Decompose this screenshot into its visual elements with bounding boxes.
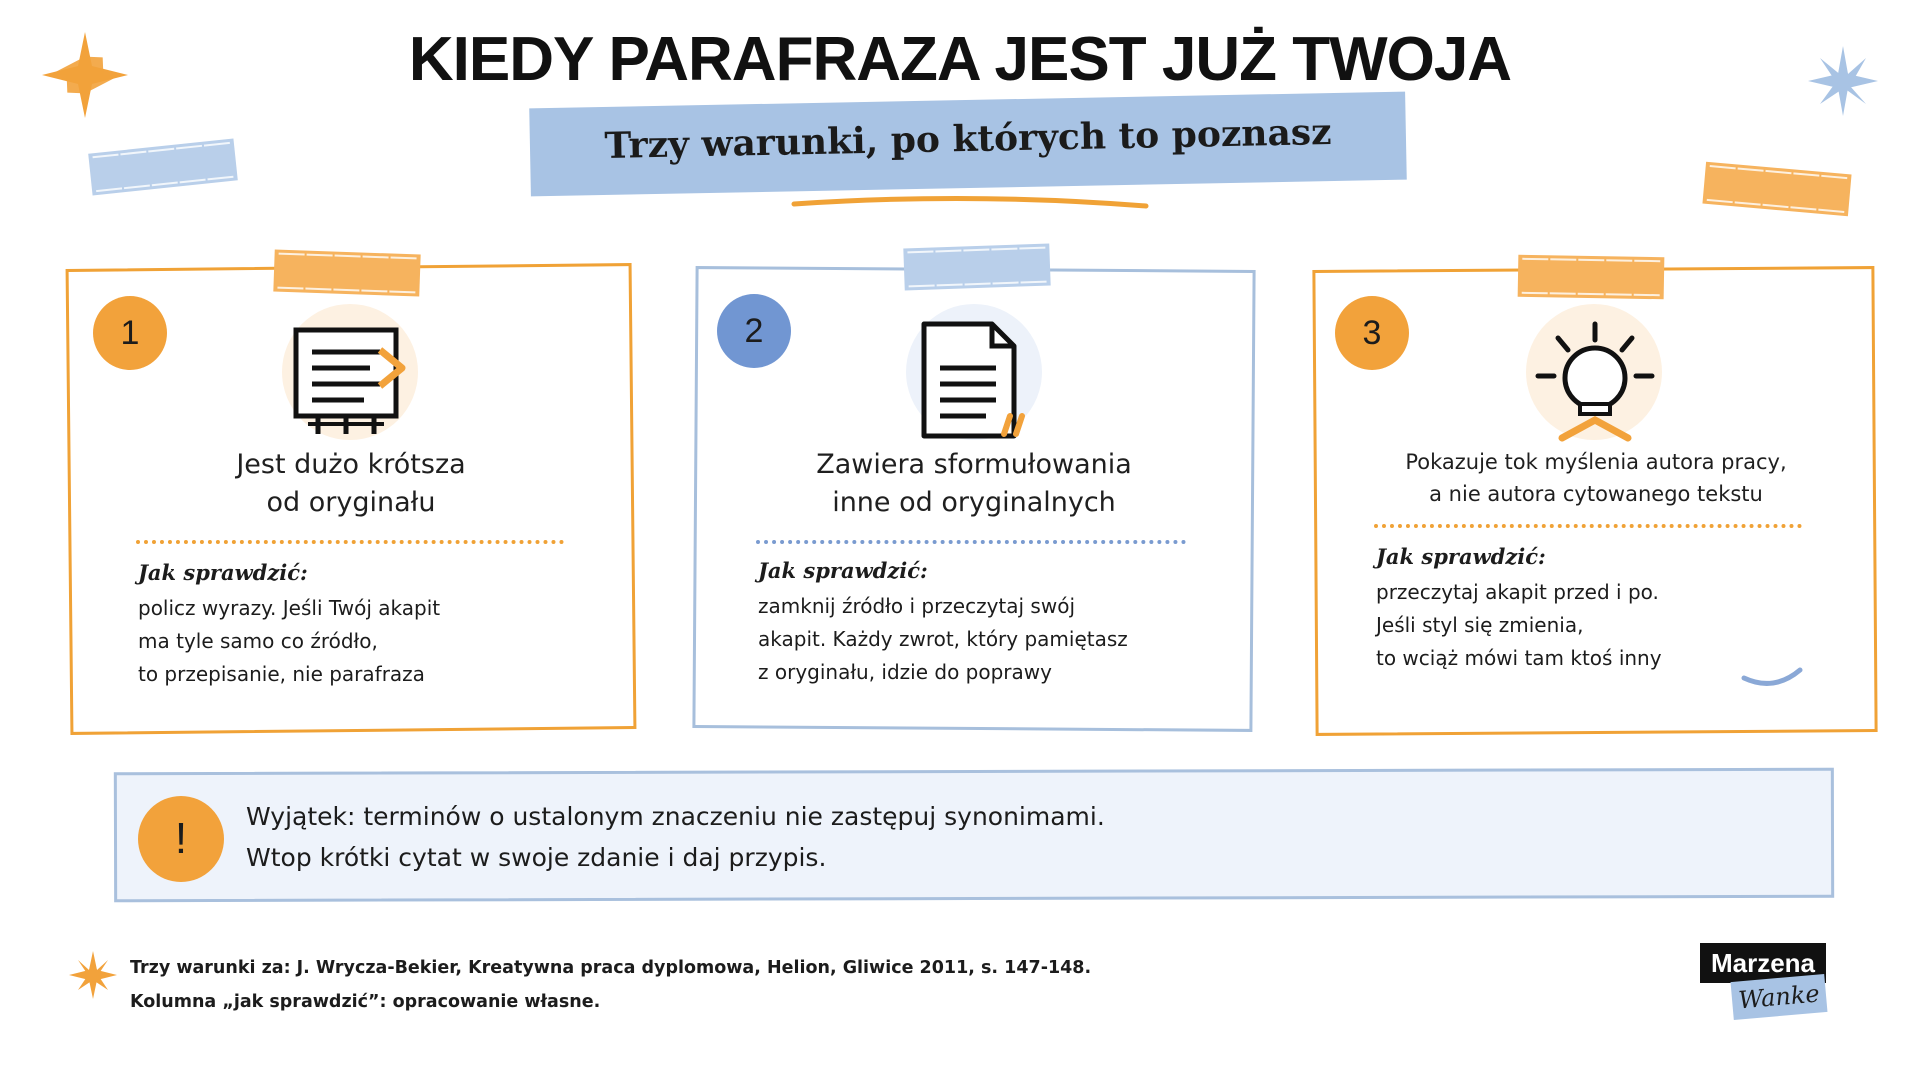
lightbulb-icon [1530, 316, 1660, 446]
dotted-divider [756, 540, 1186, 544]
card-tape [1518, 255, 1665, 300]
source-note: Kolumna „jak sprawdzić”: opracowanie własne. [130, 992, 601, 1012]
check-instructions [758, 590, 1128, 689]
card-heading-line: Pokazuje tok myślenia autora pracy, [1405, 450, 1787, 474]
washi-tape-decoration [1702, 162, 1851, 217]
card-heading [734, 446, 1214, 522]
card-heading [118, 446, 584, 522]
card-heading-line: inne od oryginalnych [832, 487, 1116, 518]
check-line: akapit. Każdy zwrot, który pamiętasz [758, 627, 1128, 651]
card-number-badge: 1 [93, 296, 167, 370]
card-heading [1360, 446, 1832, 510]
card-heading-line: Jest dużo krótsza [236, 449, 466, 480]
card-number-badge: 2 [717, 294, 791, 368]
check-label: Jak sprawdzić: [138, 560, 308, 585]
card-heading-line: a nie autora cytowanego tekstu [1429, 482, 1763, 506]
card-tape [903, 243, 1050, 290]
check-line: to przepisanie, nie parafraza [138, 662, 425, 686]
check-line: policz wyrazy. Jeśli Twój akapit [138, 596, 441, 620]
page-subtitle: Trzy warunki, po których to poznasz [604, 111, 1332, 167]
exception-line: Wyjątek: terminów o ustalonym znaczeniu nie zastępuj synonimami. [246, 802, 1105, 831]
card-tape [273, 249, 420, 296]
dotted-divider [136, 540, 564, 544]
exception-text [246, 796, 1105, 878]
brand-logo-surname: Wanke [1731, 974, 1828, 1020]
source-citation: Trzy warunki za: J. Wrycza-Bekier, Kreatywna praca dyplomowa, Helion, Gliwice 2011, s. 147-148. [130, 958, 1092, 978]
check-label: Jak sprawdzić: [1376, 544, 1546, 569]
dotted-divider [1374, 524, 1802, 528]
check-line: przeczytaj akapit przed i po. [1376, 580, 1659, 604]
underline-stroke [790, 192, 1150, 216]
brand-logo-name: Marzena [1700, 943, 1826, 983]
check-line: Jeśli styl się zmienia, [1376, 613, 1584, 637]
card-heading-line: Zawiera sformułowania [816, 449, 1132, 480]
check-instructions [138, 592, 440, 691]
check-line: to wciąż mówi tam ktoś inny [1376, 646, 1662, 670]
smile-stroke-decoration [1740, 664, 1804, 692]
text-document-arrow-icon [290, 320, 420, 440]
exception-line: Wtop krótki cytat w swoje zdanie i daj przypis. [246, 843, 827, 872]
check-line: ma tyle samo co źródło, [138, 629, 378, 653]
washi-tape-decoration [88, 138, 238, 195]
check-instructions [1376, 576, 1662, 675]
card-heading-line: od oryginału [266, 487, 436, 518]
card-number-badge: 3 [1335, 296, 1409, 370]
page-title: KIEDY PARAFRAZA JEST JUŻ TWOJA [408, 25, 1512, 94]
check-line: zamknij źródło i przeczytaj swój [758, 594, 1076, 618]
exclamation-icon: ! [138, 796, 224, 882]
star-decoration-small-icon [68, 950, 118, 1000]
check-label: Jak sprawdzić: [758, 558, 928, 583]
document-quote-icon [914, 318, 1044, 444]
check-line: z oryginału, idzie do poprawy [758, 660, 1052, 684]
